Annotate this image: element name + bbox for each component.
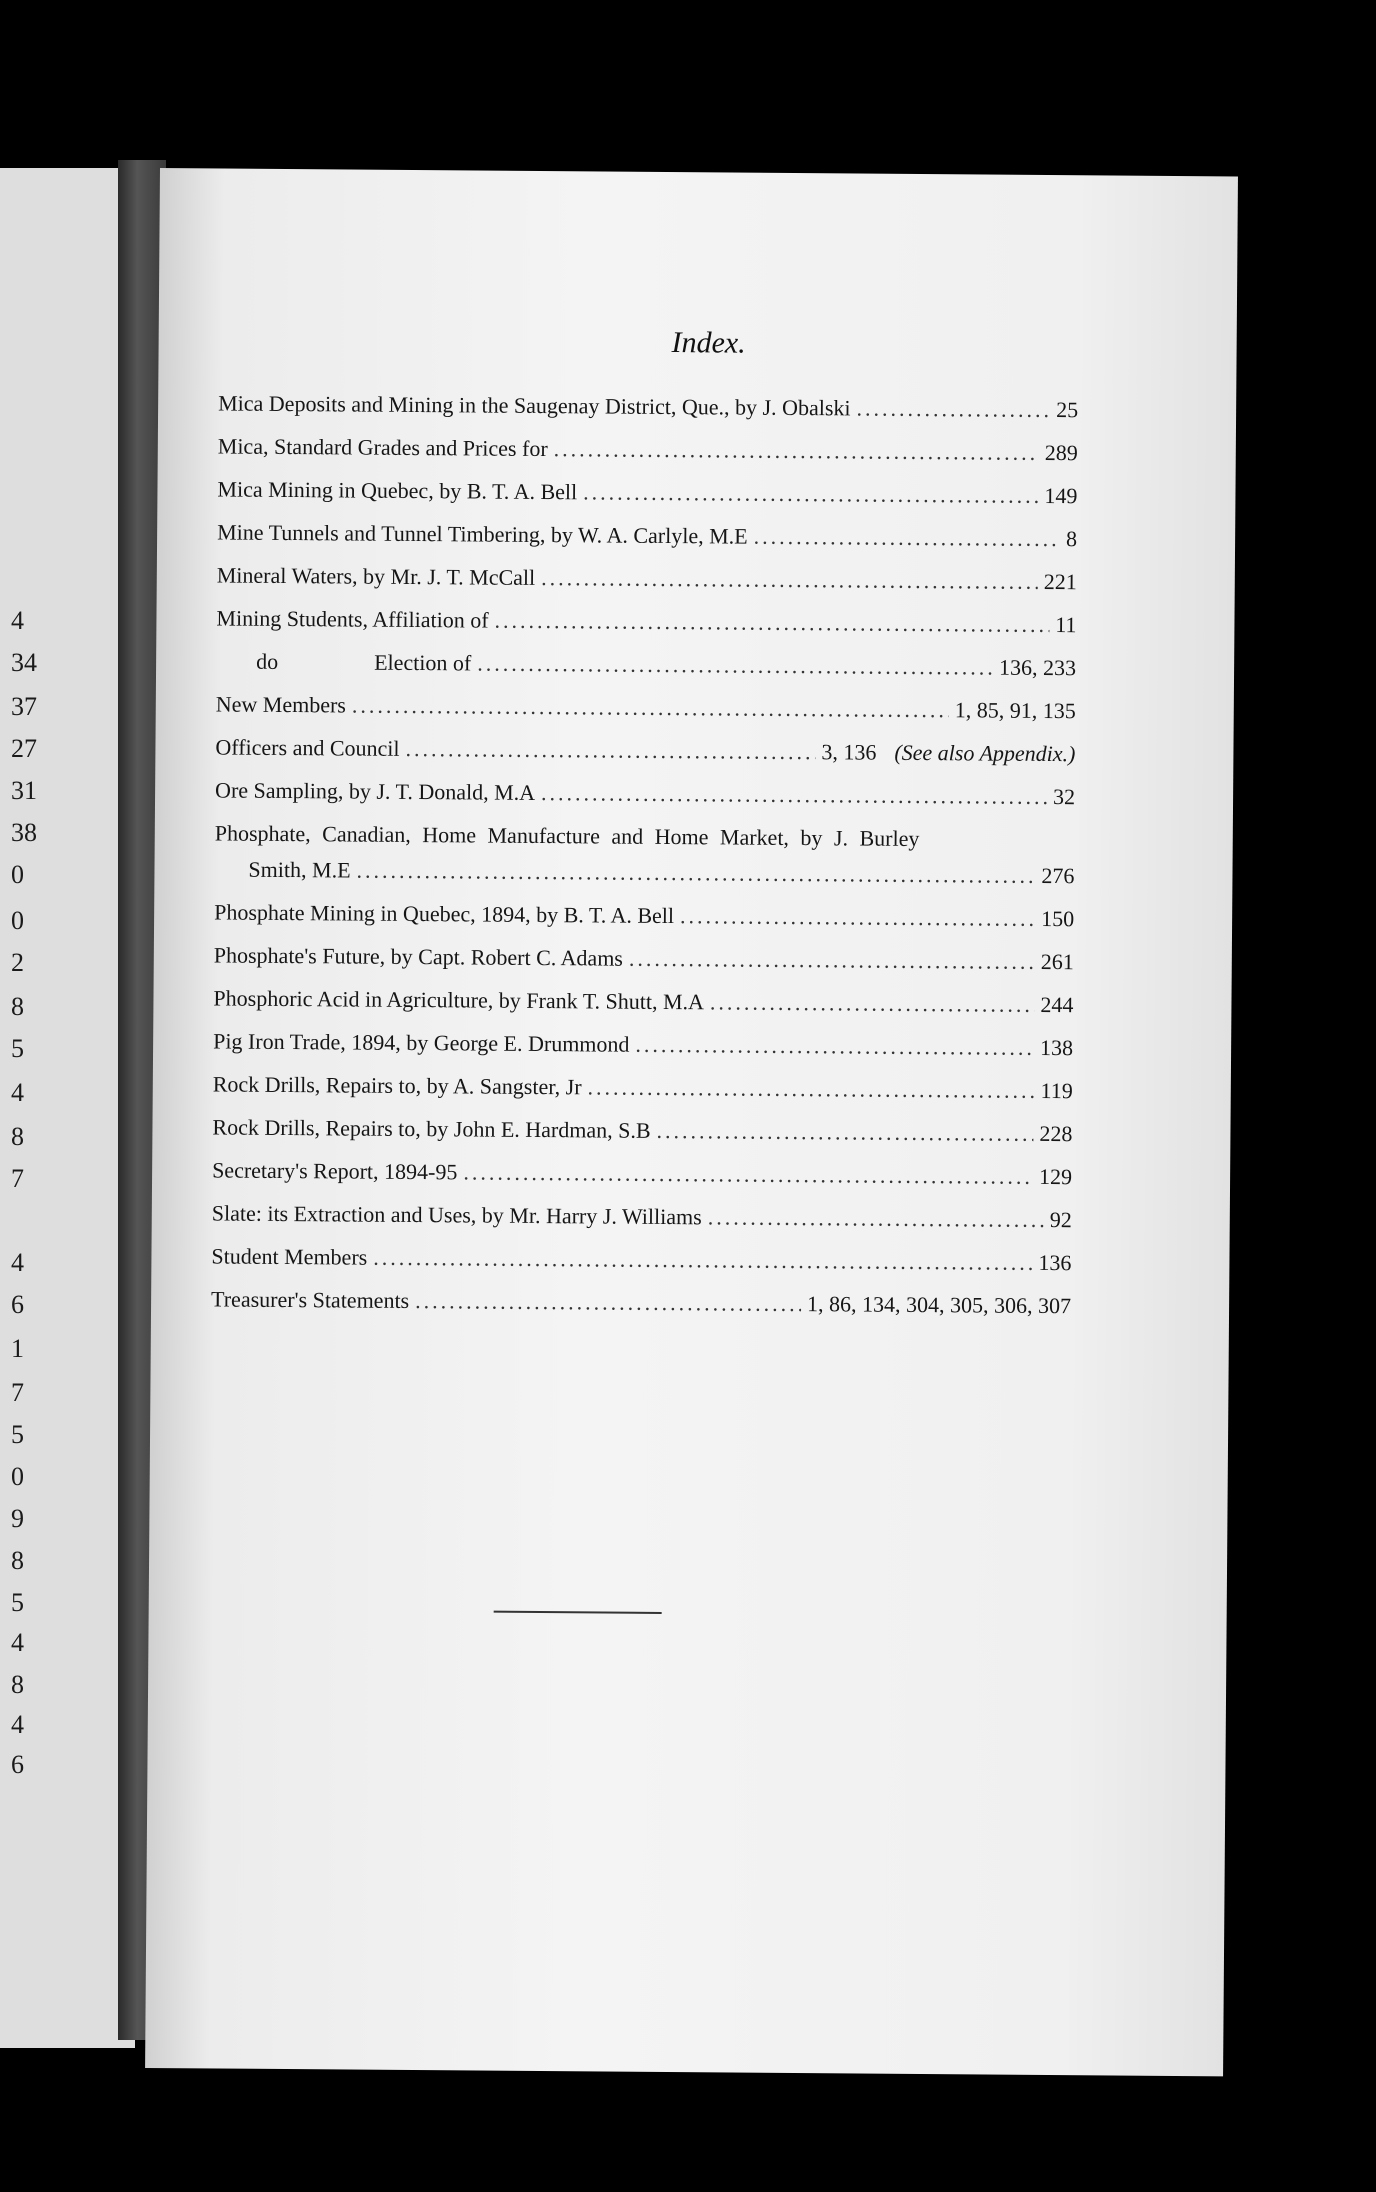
index-entry (218, 390, 1078, 440)
dot-leader (710, 989, 1035, 1018)
index-entries (211, 390, 1078, 1336)
page-title: Index. (671, 326, 746, 360)
entry-page: 1, 85, 91, 135 (954, 697, 1076, 724)
index-entry (217, 562, 1077, 612)
index-entry (216, 648, 1076, 698)
index-entry (212, 1157, 1072, 1207)
margin-number: 2 (11, 948, 24, 977)
entry-subtext: Election of (374, 649, 472, 676)
margin-number: 4 (11, 606, 24, 635)
entry-page: 8 (1066, 526, 1078, 552)
margin-number: 5 (11, 1034, 24, 1063)
dot-leader (588, 1074, 1035, 1104)
margin-number: 4 (11, 1628, 24, 1657)
entry-page: 1, 86, 134, 304, 305, 306, 307 (807, 1291, 1072, 1319)
entry-page: 32 (1052, 784, 1076, 810)
margin-number: 38 (11, 818, 37, 847)
dot-leader (554, 436, 1039, 466)
dot-leader (708, 1204, 1044, 1233)
index-entry (217, 476, 1077, 526)
margin-number: 7 (11, 1164, 24, 1193)
entry-page: 149 (1044, 482, 1078, 509)
entry-text: Treasurer's Statements (211, 1286, 410, 1313)
entry-text: Mine Tunnels and Tunnel Timbering, by W. A. Carlyle, M.E (217, 519, 748, 549)
margin-number: 8 (11, 992, 24, 1021)
margin-number: 0 (11, 906, 24, 935)
margin-number: 34 (11, 648, 37, 677)
dot-leader (477, 651, 993, 681)
entry-page: 136 (1038, 1249, 1072, 1276)
entry-text: Phosphoric Acid in Agriculture, by Frank T. Shutt, M.A (213, 985, 705, 1015)
index-entry (216, 605, 1076, 655)
dot-leader (495, 608, 1050, 638)
margin-number: 0 (11, 860, 24, 889)
entry-text: Phosphate, Canadian, Home Manufacture and Home Market, by J. Burley (214, 820, 920, 851)
dot-leader (629, 946, 1035, 975)
dot-leader (356, 858, 1035, 889)
margin-number: 9 (11, 1504, 24, 1533)
entry-note: (See also Appendix.) (894, 739, 1076, 767)
entry-text: Mineral Waters, by Mr. J. T. McCall (216, 562, 536, 590)
margin-number: 0 (11, 1462, 24, 1491)
margin-number: 31 (11, 776, 37, 805)
index-entry (212, 1200, 1072, 1250)
entry-page: 138 (1040, 1034, 1074, 1061)
entry-page: 119 (1040, 1077, 1073, 1104)
index-entry (213, 985, 1073, 1035)
index-entry (216, 691, 1076, 741)
index-entry (213, 1071, 1073, 1121)
margin-number: 8 (11, 1546, 24, 1575)
index-entry-continuation (214, 856, 1074, 906)
dot-leader (856, 395, 1050, 423)
dot-leader (541, 565, 1038, 595)
entry-page: 11 (1055, 612, 1077, 638)
entry-page: 276 (1041, 862, 1075, 889)
margin-number: 4 (11, 1248, 24, 1277)
dot-leader (463, 1159, 1033, 1189)
margin-number: 6 (11, 1750, 24, 1779)
entry-text: New Members (215, 691, 347, 718)
index-page (145, 168, 1238, 2076)
entry-page: 136, 233 (999, 654, 1077, 681)
index-entry (214, 899, 1074, 949)
margin-number: 6 (11, 1290, 24, 1319)
dot-leader (656, 1118, 1033, 1147)
index-entry (211, 1243, 1071, 1293)
entry-page: 92 (1049, 1207, 1072, 1233)
entry-text: Phosphate Mining in Quebec, 1894, by B. T. A. Bell (214, 899, 675, 929)
entry-text (216, 648, 471, 676)
entry-text: Ore Sampling, by J. T. Donald, M.A (215, 777, 536, 805)
entry-page: 221 (1043, 568, 1077, 595)
margin-number: 4 (11, 1710, 24, 1739)
dot-leader (405, 736, 815, 765)
margin-number: 27 (11, 734, 37, 763)
entry-page: 289 (1044, 439, 1078, 466)
index-entry (211, 1286, 1071, 1336)
entry-text: Mining Students, Affiliation of (216, 605, 489, 633)
entry-page: 244 (1040, 991, 1074, 1018)
ditto-mark: do (256, 648, 279, 674)
margin-number: 1 (11, 1334, 24, 1363)
entry-text: Officers and Council (215, 734, 400, 761)
entry-page: 150 (1041, 905, 1075, 932)
dot-leader (754, 524, 1061, 552)
entry-text: Mica, Standard Grades and Prices for (217, 433, 548, 462)
entry-text: Rock Drills, Repairs to, by A. Sangster, Jr (212, 1071, 582, 1100)
margin-number: 7 (11, 1378, 24, 1407)
closing-rule (494, 1611, 662, 1614)
index-entry (212, 1114, 1072, 1164)
left-page-edge (0, 168, 135, 2048)
entry-text: Slate: its Extraction and Uses, by Mr. Harry J. Williams (211, 1200, 702, 1230)
entry-page: 129 (1039, 1163, 1073, 1190)
entry-text: Smith, M.E (248, 856, 351, 883)
entry-page: 261 (1040, 948, 1074, 975)
margin-number: 8 (11, 1670, 24, 1699)
entry-page: 3, 136 (821, 739, 877, 765)
dot-leader (415, 1288, 801, 1317)
dot-leader (373, 1245, 1032, 1276)
index-entry (215, 734, 1075, 784)
entry-text: Rock Drills, Repairs to, by John E. Hardman, S.B (212, 1114, 651, 1143)
index-entry (213, 1028, 1073, 1078)
dot-leader (635, 1032, 1034, 1061)
margin-number: 5 (11, 1420, 24, 1449)
entry-text: Phosphate's Future, by Capt. Robert C. Adams (213, 942, 624, 971)
dot-leader (680, 903, 1035, 932)
index-entry (215, 777, 1075, 827)
entry-text: Secretary's Report, 1894-95 (212, 1157, 458, 1185)
margin-number: 4 (11, 1078, 24, 1107)
index-entry (217, 519, 1077, 569)
dot-leader (352, 693, 949, 724)
entry-text: Student Members (211, 1243, 368, 1270)
entry-page: 25 (1056, 397, 1079, 423)
index-entry (214, 942, 1074, 992)
index-entry (218, 433, 1078, 483)
dot-leader (583, 479, 1038, 509)
entry-text: Mica Deposits and Mining in the Saugenay District, Que., by J. Obalski (218, 390, 851, 421)
margin-number: 8 (11, 1122, 24, 1151)
entry-page: 228 (1039, 1120, 1073, 1147)
margin-number: 37 (11, 692, 37, 721)
entry-text: Pig Iron Trade, 1894, by George E. Drummond (213, 1028, 630, 1057)
margin-number: 5 (11, 1588, 24, 1617)
entry-text: Mica Mining in Quebec, by B. T. A. Bell (217, 476, 578, 505)
dot-leader (541, 780, 1047, 810)
